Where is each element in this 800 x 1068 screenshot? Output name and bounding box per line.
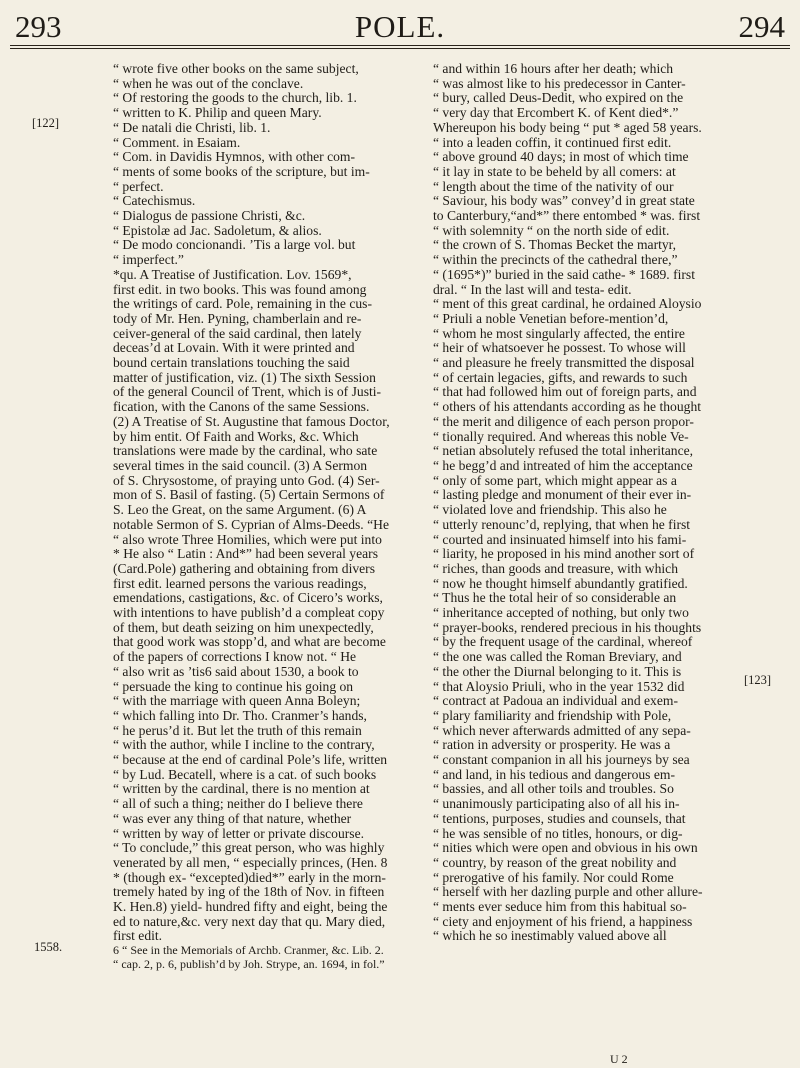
text-line: translations were made by the cardinal, who sate <box>113 444 378 459</box>
text-line: “ Epistolæ ad Jac. Sadoletum, & alios. <box>113 223 322 238</box>
text-line: “ of certain legacies, gifts, and rewards to such <box>433 370 688 385</box>
text-line: “ Thus he the total heir of so considerable an <box>433 591 677 606</box>
text-line: of them, but death seizing on him unexpectedly, <box>113 620 374 635</box>
text-line: “ he perus’d it. But let the truth of this remain <box>113 723 362 738</box>
text-line: “ cap. 2, p. 6, publish’d by Joh. Strype, an. 1694, in fol.” <box>113 957 385 971</box>
text-line: “ also writ as ’tis6 said about 1530, a book to <box>113 664 359 679</box>
text-line: Whereupon his body being “ put * aged 58 years. <box>433 120 702 135</box>
text-line: matter of justification, viz. (1) The sixth Session <box>113 370 376 385</box>
text-line: *qu. A Treatise of Justification. Lov. 1569*, <box>113 267 352 282</box>
text-line: “ which he so inestimably valued above all <box>433 929 667 944</box>
text-line: “ Priuli a noble Venetian before-mention’d, <box>433 311 669 326</box>
text-line: “ length about the time of the nativity of our <box>433 179 674 194</box>
text-line: “ plary familiarity and friendship with Pole, <box>433 708 672 723</box>
header-rule-bottom <box>10 48 790 49</box>
text-line: “ the crown of S. Thomas Becket the martyr, <box>433 238 677 253</box>
text-line: first edit. <box>113 929 163 944</box>
signature-mark: U 2 <box>610 1052 628 1066</box>
text-line: “ written to K. Philip and queen Mary. <box>113 106 322 121</box>
text-line: “ was ever any thing of that nature, whether <box>113 811 352 826</box>
text-line: “ when he was out of the conclave. <box>113 76 304 91</box>
text-line: “ he was sensible of no titles, honours, or dig- <box>433 826 683 841</box>
text-line: “ ments of some books of the scripture, but im- <box>113 164 370 179</box>
text-line: “ heir of whatsoever he possest. To whose will <box>433 341 686 356</box>
text-line: the writings of card. Pole, remaining in the cus- <box>113 297 372 312</box>
text-line: “ with the marriage with queen Anna Boleyn; <box>113 694 361 709</box>
text-line: (2) A Treatise of St. Augustine that famous Doctor, <box>113 414 390 429</box>
text-line: * He also “ Latin : And*” had been several years <box>113 547 378 562</box>
text-line: S. Leo the Great, on the same Argument. (6) A <box>113 503 367 518</box>
text-line: dral. “ In the last will and testa- edit. <box>433 282 632 297</box>
text-line: “ by the frequent usage of the cardinal, whereof <box>433 635 693 650</box>
text-line: “ ciety and enjoyment of his friend, a happiness <box>433 914 693 929</box>
text-line: “ ments ever seduce him from this habitual so- <box>433 900 687 915</box>
text-line: deceas’d at Lovain. With it were printed and <box>113 341 355 356</box>
text-line: “ now he thought himself abundantly gratified. <box>433 576 688 591</box>
text-line: venerated by all men, “ especially princes, (Hen. 8 <box>113 855 388 870</box>
running-title: POLE. <box>354 9 446 44</box>
text-line: “ within the precincts of the cathedral there,” <box>433 253 678 268</box>
text-line: “ Com. in Davidis Hymnos, with other com- <box>113 150 356 165</box>
text-line: “ tionally required. And whereas this noble Ve- <box>433 429 689 444</box>
text-line: K. Hen.8) yield- hundred fifty and eight, being the <box>113 900 388 915</box>
text-line: “ bassies, and all other toils and troubles. So <box>433 782 674 797</box>
header-rule-top <box>10 45 790 46</box>
text-line: bound certain translations touching the said <box>113 356 350 371</box>
left-page-number: 293 <box>15 9 62 44</box>
text-line: “ the one was called the Roman Breviary, and <box>433 650 682 665</box>
text-line: “ tentions, purposes, studies and counsels, that <box>433 811 686 826</box>
margin-note-right: [123] <box>744 673 772 687</box>
text-line: “ nities which were open and obvious in his own <box>433 841 698 856</box>
text-line: “ bury, called Deus-Dedit, who expired on the <box>433 91 684 106</box>
text-line: “ others of his attendants according as he thought <box>433 400 702 415</box>
text-line: tremely hated by ing of the 18th of Nov. in fifteen <box>113 885 385 900</box>
text-line: “ also wrote Three Homilies, which were put into <box>113 532 382 547</box>
text-line: “ prayer-books, rendered precious in his thoughts <box>433 620 702 635</box>
text-line: of the general Council of Trent, which is of Justi- <box>113 385 382 400</box>
text-line: “ very day that Ercombert K. of Kent died*.” <box>433 106 679 121</box>
text-line: “ herself with her dazling purple and other allure- <box>433 885 703 900</box>
text-line: “ Comment. in Esaiam. <box>113 135 241 150</box>
right-column <box>433 62 755 944</box>
text-line: * (though ex- “excepted)died*” early in the morn- <box>113 870 386 885</box>
text-line: “ he begg’d and intreated of him the acceptance <box>433 458 693 473</box>
text-line: “ it lay in state to be beheld by all comers: at <box>433 164 676 179</box>
text-line: by him entit. Of Faith and Works, &c. Which <box>113 429 359 444</box>
text-line: of S. Chrysostome, of praying unto God. (4) Ser- <box>113 473 380 488</box>
text-line: “ wrote five other books on the same subject, <box>113 62 359 76</box>
text-line: “ and land, in his tedious and dangerous em- <box>433 767 675 782</box>
text-line: “ courted and insinuated himself into his fami- <box>433 532 687 547</box>
margin-note-left-top: [122] <box>32 116 60 130</box>
text-line: “ prerogative of his family. Nor could Rome <box>433 870 674 885</box>
text-line: “ Dialogus de passione Christi, &c. <box>113 209 306 224</box>
text-line: “ Saviour, his body was” convey’d in great state <box>433 194 695 209</box>
text-line: first edit. in two books. This was found among <box>113 282 367 297</box>
text-line: “ utterly renounc’d, replying, that when he first <box>433 517 691 532</box>
text-line: “ only of some part, which might appear as a <box>433 473 677 488</box>
text-line: “ perfect. <box>113 179 164 194</box>
text-line: “ written by way of letter or private discourse. <box>113 826 365 841</box>
text-line: first edit. learned persons the various readings, <box>113 576 367 591</box>
text-line: “ ment of this great cardinal, he ordained Aloysio <box>433 297 702 312</box>
text-line: “ constant companion in all his journeys by sea <box>433 753 690 768</box>
text-line: “ which falling into Dr. Tho. Cranmer’s hands, <box>113 708 367 723</box>
text-line: “ with the author, while I incline to the contrary, <box>113 738 375 753</box>
text-line: several times in the said council. (3) A Sermon <box>113 458 368 473</box>
text-line: “ To conclude,” this great person, who was highly <box>113 841 385 856</box>
text-line: “ country, by reason of the great nobility and <box>433 855 677 870</box>
text-line: “ Of restoring the goods to the church, lib. 1. <box>113 91 357 106</box>
text-line: that good work was stopp’d, and what are become <box>113 635 386 650</box>
text-line: “ the merit and diligence of each person propor- <box>433 414 694 429</box>
text-line: “ written by the cardinal, there is no mention at <box>113 782 370 797</box>
text-line: of the papers of corrections I know not. “ He <box>113 650 357 665</box>
page-header <box>0 0 800 50</box>
text-line: “ that Aloysio Priuli, who in the year 1532 did <box>433 679 685 694</box>
text-line: emendations, castigations, &c. of Cicero’s works, <box>113 591 383 606</box>
text-line: “ which never afterwards admitted of any sepa- <box>433 723 691 738</box>
text-line: mon of S. Basil of fasting. (5) Certain Sermons of <box>113 488 385 503</box>
text-line: “ Catechismus. <box>113 194 196 209</box>
text-line: “ riches, than goods and treasure, with which <box>433 561 678 576</box>
text-line: “ lasting pledge and monument of their ever in- <box>433 488 692 503</box>
left-column <box>113 62 433 971</box>
text-line: tody of Mr. Hen. Pyning, chamberlain and re- <box>113 311 362 326</box>
text-line: “ De modo concionandi. ’Tis a large vol. but <box>113 238 356 253</box>
text-line: “ liarity, he proposed in his mind another sort of <box>433 547 695 562</box>
text-line: “ that had followed him out of foreign parts, and <box>433 385 697 400</box>
text-line: (Card.Pole) gathering and obtaining from divers <box>113 561 375 576</box>
text-line: “ was almost like to his predecessor in Canter- <box>433 76 686 91</box>
text-line: “ netian absolutely refused the total inheritance, <box>433 444 694 459</box>
text-line: “ imperfect.” <box>113 253 184 268</box>
text-line: to Canterbury,“and*” there entombed * was. first <box>433 209 701 224</box>
margin-note-left-bottom: 1558. <box>34 940 63 954</box>
text-line: “ ration in adversity or prosperity. He was a <box>433 738 671 753</box>
text-line: “ into a leaden coffin, it continued first edit. <box>433 135 672 150</box>
text-line: “ unanimously participating also of all his in- <box>433 797 680 812</box>
text-line: “ and pleasure he freely transmitted the disposal <box>433 356 695 371</box>
text-line: “ De natali die Christi, lib. 1. <box>113 120 271 135</box>
text-line: “ (1695*)” buried in the said cathe- * 1689. first <box>433 267 695 282</box>
text-line: notable Sermon of S. Cyprian of Alms-Deeds. “He <box>113 517 389 532</box>
text-line: “ persuade the king to continue his going on <box>113 679 354 694</box>
text-line: “ and within 16 hours after her death; which <box>433 62 674 76</box>
text-line: “ because at the end of cardinal Pole’s life, written <box>113 753 388 768</box>
text-line: ed to nature,&c. very next day that qu. Mary died, <box>113 914 386 929</box>
text-line: with intentions to have publish’d a compleat copy <box>113 606 385 621</box>
text-line: “ above ground 40 days; in most of which time <box>433 150 689 165</box>
text-line: “ violated love and friendship. This also he <box>433 503 667 518</box>
text-line: “ by Lud. Becatell, where is a cat. of such books <box>113 767 377 782</box>
text-line: 6 “ See in the Memorials of Archb. Cranmer, &c. Lib. 2. <box>113 944 384 958</box>
right-page-number: 294 <box>738 9 785 44</box>
text-line: “ all of such a thing; neither do I believe there <box>113 797 363 812</box>
text-line: fication, with the Canons of the same Sessions. <box>113 400 370 415</box>
text-line: “ contract at Padoua an individual and exem- <box>433 694 678 709</box>
text-line: ceiver-general of the said cardinal, then lately <box>113 326 362 341</box>
text-line: “ the other the Diurnal belonging to it. This is <box>433 664 682 679</box>
text-line: “ inheritance accepted of nothing, but only two <box>433 606 689 621</box>
text-line: “ with solemnity “ on the north side of edit. <box>433 223 670 238</box>
text-line: “ whom he most singularly affected, the entire <box>433 326 685 341</box>
